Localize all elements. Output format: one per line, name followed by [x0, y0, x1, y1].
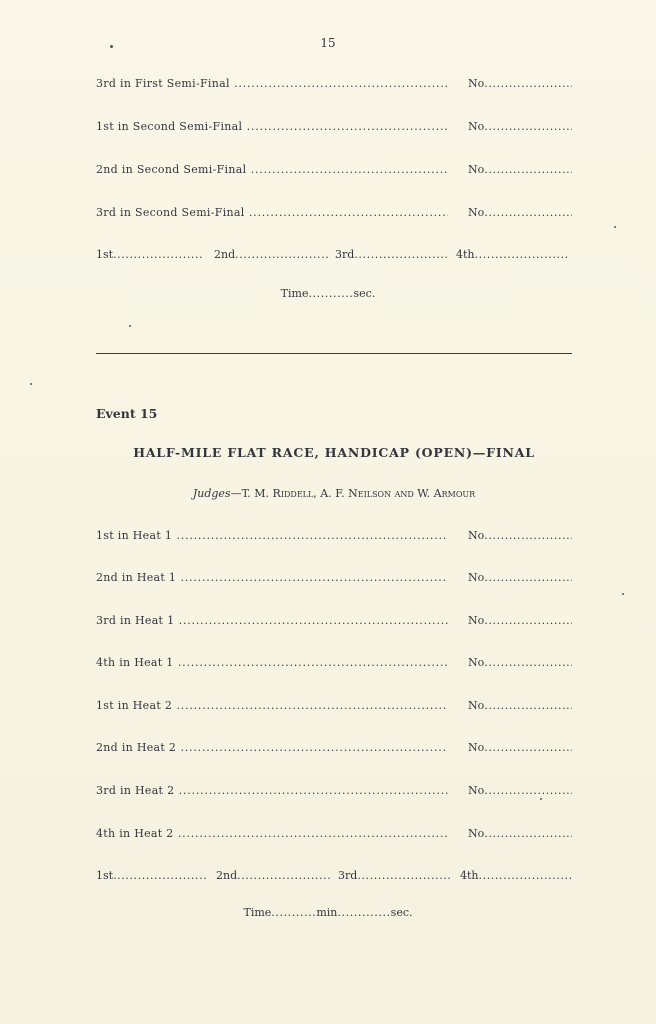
row-label: 3rd in Second Semi-Final ..... — [96, 206, 448, 219]
row-label: 4th in Heat 2 ..... — [96, 827, 448, 840]
number-field: No ..... — [468, 656, 572, 669]
paper-speck — [622, 593, 624, 595]
result-row — [96, 827, 572, 845]
time-label: Time — [280, 287, 309, 300]
time-line — [0, 906, 656, 919]
result-row — [96, 784, 572, 802]
judges-lead: Judges— — [192, 487, 242, 500]
paper-speck — [540, 798, 542, 800]
race-title: HALF-MILE FLAT RACE, HANDICAP (OPEN)—FINAL — [133, 445, 535, 460]
number-field: No ..... — [468, 163, 572, 176]
result-row — [96, 77, 572, 95]
number-field: No ..... — [468, 77, 572, 90]
placing-second: 2nd ..... — [216, 869, 330, 882]
placing-third: 3rd ..... — [338, 869, 452, 882]
row-label: 2nd in Heat 2 ..... — [96, 741, 448, 754]
placings-line — [96, 248, 572, 266]
number-field: No ..... — [468, 827, 572, 840]
row-label: 3rd in Heat 2 ..... — [96, 784, 448, 797]
result-row — [96, 614, 572, 632]
placings-line — [96, 869, 572, 887]
time-dots: ........... — [308, 287, 354, 300]
number-field: No ..... — [468, 741, 572, 754]
placing-third: 3rd ..... — [335, 248, 449, 261]
judges-line — [96, 487, 572, 500]
judges-names: T. M. Riddell, A. F. Neilson and W. Armour — [241, 487, 476, 500]
paper-speck — [614, 226, 616, 228]
placing-second: 2nd ..... — [214, 248, 328, 261]
row-label: 2nd in Second Semi-Final ..... — [96, 163, 448, 176]
number-field: No ..... — [468, 571, 572, 584]
time-min-unit: min — [316, 906, 338, 919]
row-label: 1st in Heat 2 ..... — [96, 699, 448, 712]
time-unit: sec. — [390, 906, 413, 919]
time-dots: ........... — [271, 906, 317, 919]
result-row — [96, 120, 572, 138]
row-label: 1st in Second Semi-Final ..... — [96, 120, 448, 133]
time-line — [0, 287, 656, 300]
result-row — [96, 741, 572, 759]
result-row — [96, 571, 572, 589]
row-label: 3rd in Heat 1 ..... — [96, 614, 448, 627]
result-row — [96, 529, 572, 547]
number-field: No ..... — [468, 120, 572, 133]
event-heading: Event 15 — [96, 406, 158, 421]
number-field: No ..... — [468, 784, 572, 797]
row-label: 1st in Heat 1 ..... — [96, 529, 448, 542]
section-divider — [96, 353, 572, 354]
row-label: 2nd in Heat 1 ..... — [96, 571, 448, 584]
number-field: No ..... — [468, 529, 572, 542]
result-row — [96, 163, 572, 181]
placing-fourth: 4th ..... — [456, 248, 570, 261]
time-label: Time — [243, 906, 272, 919]
paper-speck — [110, 45, 113, 48]
time-unit: sec. — [353, 287, 376, 300]
time-dots: ............. — [337, 906, 391, 919]
number-field: No ..... — [468, 614, 572, 627]
paper-speck — [30, 383, 32, 385]
paper-speck — [129, 325, 131, 327]
row-label: 4th in Heat 1 ..... — [96, 656, 448, 669]
placing-first: 1st ..... — [96, 869, 206, 882]
number-field: No ..... — [468, 699, 572, 712]
page-number: 15 — [320, 36, 336, 50]
result-row — [96, 206, 572, 224]
result-row — [96, 656, 572, 674]
placing-fourth: 4th ..... — [460, 869, 572, 882]
number-field: No ..... — [468, 206, 572, 219]
row-label: 3rd in First Semi-Final ..... — [96, 77, 448, 90]
result-row — [96, 699, 572, 717]
placing-first: 1st ..... — [96, 248, 204, 261]
